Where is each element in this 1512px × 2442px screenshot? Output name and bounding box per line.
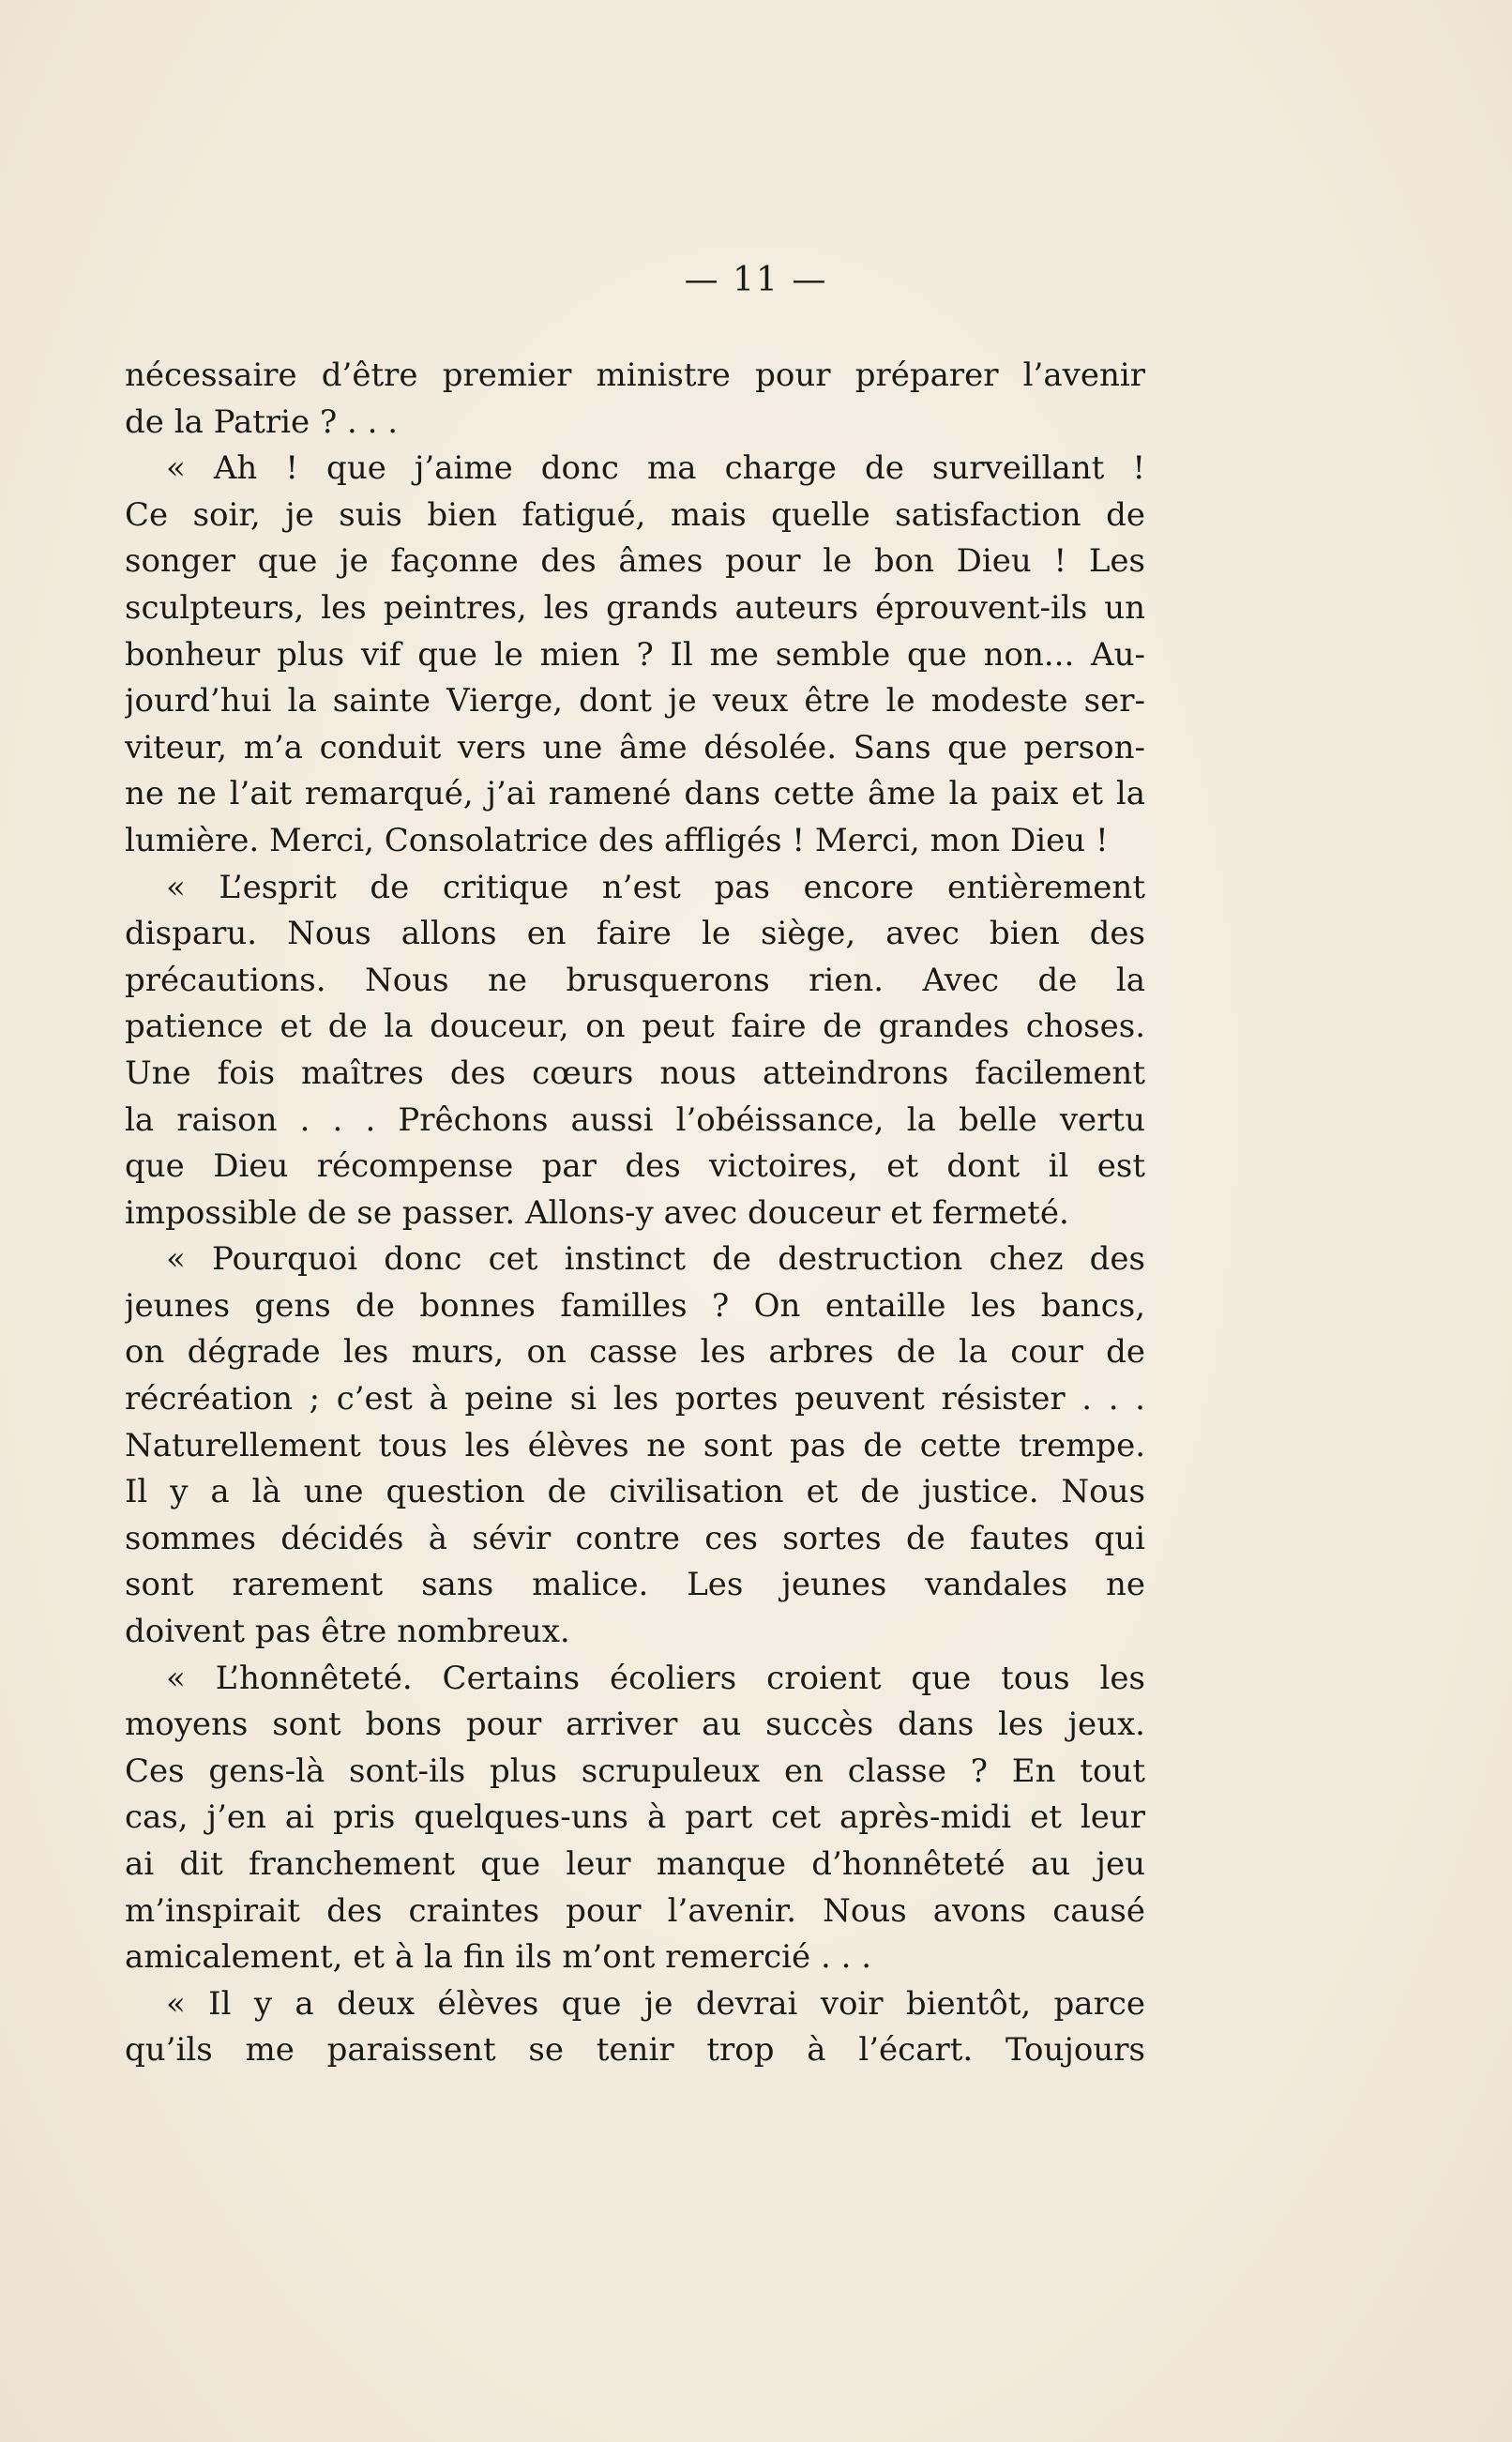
text-line: Ce soir, je suis bien fatigué, mais quelle satisfaction de bbox=[125, 495, 1145, 534]
text-line: patience et de la douceur, on peut faire de grandes choses. bbox=[125, 1008, 1145, 1046]
text-line: impossible de se passer. Allons-y avec douceur et fermeté. bbox=[125, 1193, 1069, 1232]
text-line: « Ah ! que j’aime donc ma charge de surveillant ! bbox=[166, 449, 1145, 488]
text-line: Une fois maîtres des cœurs nous atteindrons facilement bbox=[125, 1054, 1145, 1092]
text-line: jeunes gens de bonnes familles ? On entaille les bancs, bbox=[125, 1286, 1145, 1325]
text-line: viteur, m’a conduit vers une âme désolée. Sans que person- bbox=[125, 728, 1145, 766]
text-line: Naturellement tous les élèves ne sont pas de cette trempe. bbox=[125, 1426, 1145, 1464]
text-line: nécessaire d’être premier ministre pour préparer l’avenir bbox=[125, 356, 1145, 394]
text-line: qu’ils me paraissent se tenir trop à l’écart. Toujours bbox=[125, 2031, 1145, 2070]
text-line: que Dieu récompense par des victoires, et dont il est bbox=[125, 1147, 1145, 1186]
text-line: ai dit franchement que leur manque d’honnêteté au jeu bbox=[125, 1845, 1145, 1883]
text-line: « L’esprit de critique n’est pas encore entièrement bbox=[166, 868, 1145, 906]
text-line: Ces gens-là sont-ils plus scrupuleux en classe ? En tout bbox=[125, 1752, 1145, 1790]
text-line: jourd’hui la sainte Vierge, dont je veux être le modeste ser- bbox=[125, 682, 1145, 720]
text-line: m’inspirait des craintes pour l’avenir. Nous avons causé bbox=[125, 1891, 1145, 1930]
text-line: lumière. Merci, Consolatrice des affligés ! Merci, mon Dieu ! bbox=[125, 821, 1109, 859]
text-line: précautions. Nous ne brusquerons rien. Avec de la bbox=[125, 961, 1145, 999]
text-line: songer que je façonne des âmes pour le bon Dieu ! Les bbox=[125, 542, 1145, 581]
text-line: « L’honnêteté. Certains écoliers croient que tous les bbox=[166, 1659, 1145, 1697]
text-line: amicalement, et à la fin ils m’ont remercié . . . bbox=[125, 1938, 871, 1977]
text-line: « Il y a deux élèves que je devrai voir bientôt, parce bbox=[166, 1984, 1145, 2023]
text-line: récréation ; c’est à peine si les portes peuvent résister . . . bbox=[125, 1380, 1145, 1418]
text-line: doivent pas être nombreux. bbox=[125, 1613, 570, 1651]
body-text bbox=[125, 353, 1145, 2074]
text-line: « Pourquoi donc cet instinct de destruction chez des bbox=[166, 1240, 1145, 1279]
text-line: disparu. Nous allons en faire le siège, avec bien des bbox=[125, 915, 1145, 953]
text-line: de la Patrie ? . . . bbox=[125, 402, 399, 441]
page-number: — 11 — bbox=[684, 261, 828, 299]
text-line: cas, j’en ai pris quelques-uns à part cet après-midi et leur bbox=[125, 1798, 1145, 1837]
text-line: Il y a là une question de civilisation et de justice. Nous bbox=[125, 1473, 1145, 1511]
text-line: moyens sont bons pour arriver au succès dans les jeux. bbox=[125, 1706, 1145, 1744]
text-line: la raison . . . Prêchons aussi l’obéissance, la belle vertu bbox=[125, 1100, 1145, 1139]
text-line: sont rarement sans malice. Les jeunes vandales ne bbox=[125, 1566, 1145, 1604]
text-line: ne ne l’ait remarqué, j’ai ramené dans cette âme la paix et la bbox=[125, 775, 1145, 813]
text-line: sculpteurs, les peintres, les grands auteurs éprouvent-ils un bbox=[125, 588, 1145, 627]
text-line: sommes décidés à sévir contre ces sortes de fautes qui bbox=[125, 1519, 1145, 1557]
text-line: on dégrade les murs, on casse les arbres de la cour de bbox=[125, 1333, 1145, 1372]
text-line: bonheur plus vif que le mien ? Il me semble que non... Au- bbox=[125, 635, 1145, 674]
